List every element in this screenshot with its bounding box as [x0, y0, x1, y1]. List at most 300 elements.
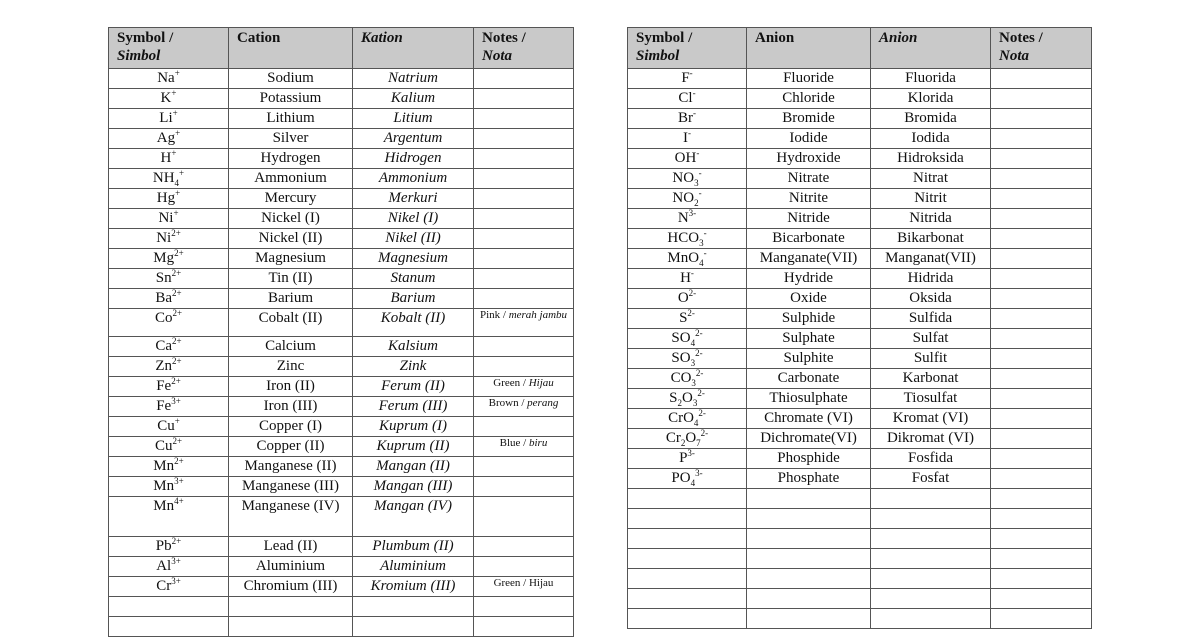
notes-cell [991, 89, 1092, 109]
symbol-part: 3- [695, 468, 703, 478]
symbol-part: 3 [694, 178, 699, 188]
symbol-part: Pb [155, 538, 172, 554]
symbol-part: Fe [156, 398, 172, 414]
malay-name-cell: Kalium [353, 89, 474, 109]
symbol-part: 2+ [174, 248, 184, 258]
symbol-part: MnO [667, 250, 700, 266]
name-cell [747, 489, 871, 509]
header-kation: Kation [353, 28, 474, 69]
name-cell: Chloride [747, 89, 871, 109]
symbol-cell [628, 489, 747, 509]
name-cell [747, 529, 871, 549]
symbol-part: 4 [690, 338, 696, 348]
symbol-cell [109, 577, 229, 597]
name-cell: Phosphate [747, 469, 871, 489]
name-cell: Iron (II) [229, 377, 353, 397]
table-row [628, 189, 1092, 209]
symbol-cell [109, 149, 229, 169]
name-cell: Dichromate(VI) [747, 429, 871, 449]
malay-name-cell: Ferum (II) [353, 377, 474, 397]
malay-name-cell: Iodida [871, 129, 991, 149]
symbol-part: 2- [695, 368, 704, 378]
symbol-part: Mn [153, 458, 175, 474]
malay-name-cell [353, 597, 474, 617]
table-row [628, 609, 1092, 629]
symbol-part: O [677, 290, 689, 306]
malay-name-cell: Nitrida [871, 209, 991, 229]
symbol-cell [628, 349, 747, 369]
notes-cell [991, 249, 1092, 269]
malay-name-cell: Kromium (III) [353, 577, 474, 597]
name-cell: Cobalt (II) [229, 309, 353, 337]
symbol-cell [628, 329, 747, 349]
name-cell: Nickel (II) [229, 229, 353, 249]
symbol-part: Hg [156, 190, 176, 206]
notes-cell [991, 209, 1092, 229]
table-row [628, 129, 1092, 149]
malay-name-cell: Tiosulfat [871, 389, 991, 409]
table-row [628, 549, 1092, 569]
name-cell: Aluminium [229, 557, 353, 577]
name-cell: Potassium [229, 89, 353, 109]
symbol-part: 3+ [174, 476, 184, 486]
symbol-cell [628, 409, 747, 429]
name-cell [747, 569, 871, 589]
symbol-part: 2+ [171, 376, 181, 386]
name-cell: Magnesium [229, 249, 353, 269]
malay-name-cell: Litium [353, 109, 474, 129]
malay-name-cell: Natrium [353, 69, 474, 89]
header-row [628, 28, 1092, 69]
name-cell: Hydroxide [747, 149, 871, 169]
table-row [109, 357, 574, 377]
symbol-part: S [669, 390, 678, 406]
symbol-part: 4 [690, 478, 696, 488]
malay-name-cell [871, 509, 991, 529]
note-text: Green / Hijau [493, 577, 554, 589]
symbol-part: + [173, 208, 179, 218]
symbol-cell [109, 337, 229, 357]
symbol-cell [628, 69, 747, 89]
notes-cell [991, 529, 1092, 549]
notes-cell [474, 109, 574, 129]
symbol-part: + [171, 88, 177, 98]
symbol-cell [109, 457, 229, 477]
notes-cell [991, 329, 1092, 349]
symbol-cell [109, 89, 229, 109]
symbol-part: 3- [688, 208, 697, 218]
notes-cell [991, 309, 1092, 329]
malay-name-cell: Nitrat [871, 169, 991, 189]
symbol-cell [628, 229, 747, 249]
name-cell: Lead (II) [229, 537, 353, 557]
malay-name-cell: Barium [353, 289, 474, 309]
table-row [109, 337, 574, 357]
symbol-cell [628, 449, 747, 469]
symbol-part: 2- [688, 288, 697, 298]
name-cell [747, 589, 871, 609]
name-cell [229, 617, 353, 637]
table-row [109, 457, 574, 477]
notes-cell [474, 89, 574, 109]
symbol-part: 4 [699, 258, 704, 268]
symbol-part: 2+ [172, 356, 182, 366]
symbol-cell [628, 89, 747, 109]
symbol-cell [109, 289, 229, 309]
table-row [109, 437, 574, 457]
name-cell: Bromide [747, 109, 871, 129]
symbol-part: Na [157, 70, 175, 86]
symbol-part: H [680, 270, 691, 286]
notes-cell [474, 69, 574, 89]
symbol-part: 3+ [171, 396, 181, 406]
symbol-part: SO [671, 350, 691, 366]
malay-name-cell: Bikarbonat [871, 229, 991, 249]
symbol-cell [628, 529, 747, 549]
symbol-part: 3 [699, 238, 704, 248]
malay-name-cell [871, 569, 991, 589]
table-row [109, 577, 574, 597]
symbol-cell [628, 109, 747, 129]
notes-cell [991, 169, 1092, 189]
name-cell: Lithium [229, 109, 353, 129]
header-anion-malay: Anion [871, 28, 991, 69]
symbol-part: Cu [154, 438, 173, 454]
table-row [109, 597, 574, 617]
symbol-cell [628, 169, 747, 189]
notes-cell [991, 189, 1092, 209]
notes-cell [474, 169, 574, 189]
table-row [628, 449, 1092, 469]
symbol-part: + [174, 416, 180, 426]
notes-cell [991, 289, 1092, 309]
table-row [628, 489, 1092, 509]
symbol-cell [628, 269, 747, 289]
malay-name-cell: Hidroksida [871, 149, 991, 169]
table-row [628, 569, 1092, 589]
malay-name-cell: Zink [353, 357, 474, 377]
symbol-part: 2- [700, 428, 709, 438]
malay-name-cell [871, 609, 991, 629]
table-row [628, 469, 1092, 489]
notes-cell [991, 509, 1092, 529]
symbol-cell [628, 469, 747, 489]
symbol-cell [109, 309, 229, 337]
symbol-cell [628, 149, 747, 169]
symbol-part: 3+ [171, 576, 181, 586]
symbol-cell [109, 229, 229, 249]
name-cell: Zinc [229, 357, 353, 377]
name-cell: Hydrogen [229, 149, 353, 169]
name-cell: Silver [229, 129, 353, 149]
symbol-part: 2 [694, 198, 699, 208]
symbol-part: 2- [695, 348, 703, 358]
notes-cell [474, 249, 574, 269]
symbol-part: 2- [695, 328, 703, 338]
anion-table [627, 27, 1092, 629]
symbol-part: CO [670, 370, 692, 386]
note-text: Pink / [479, 309, 509, 321]
name-cell: Nitride [747, 209, 871, 229]
header-notes: Notes / Nota [991, 28, 1092, 69]
notes-cell [474, 229, 574, 249]
symbol-part: 2+ [171, 228, 181, 238]
notes-cell [474, 209, 574, 229]
notes-cell [991, 429, 1092, 449]
name-cell: Bicarbonate [747, 229, 871, 249]
symbol-part: 4 [693, 418, 699, 428]
table-row [109, 497, 574, 537]
notes-cell [474, 189, 574, 209]
symbol-part: 2+ [171, 536, 182, 546]
name-cell: Sulphide [747, 309, 871, 329]
header-notes: Notes / Nota [474, 28, 574, 69]
notes-cell [991, 489, 1092, 509]
symbol-cell [628, 249, 747, 269]
table-row [109, 89, 574, 109]
table-row [628, 409, 1092, 429]
symbol-cell [628, 569, 747, 589]
table-row [628, 289, 1092, 309]
symbol-part: - [698, 168, 702, 178]
symbol-part: Mn [153, 478, 175, 494]
malay-name-cell: Mangan (II) [353, 457, 474, 477]
notes-cell [474, 149, 574, 169]
notes-cell [474, 417, 574, 437]
table-row [628, 309, 1092, 329]
symbol-part: Ag [156, 130, 176, 146]
table-row [628, 369, 1092, 389]
symbol-cell [628, 369, 747, 389]
table-row [628, 589, 1092, 609]
table-row [109, 229, 574, 249]
symbol-part: + [172, 108, 178, 118]
symbol-part: Ca [155, 338, 173, 354]
malay-name-cell [871, 489, 991, 509]
notes-cell [991, 269, 1092, 289]
symbol-cell [628, 209, 747, 229]
header-row [109, 28, 574, 69]
table-row [109, 309, 574, 337]
notes-cell [474, 457, 574, 477]
symbol-part: 2- [687, 308, 695, 318]
note-text-malay: perang [527, 397, 559, 409]
table-row [628, 229, 1092, 249]
notes-cell [991, 369, 1092, 389]
name-cell: Phosphide [747, 449, 871, 469]
name-cell: Manganate(VII) [747, 249, 871, 269]
header-symbol: Symbol / Simbol [109, 28, 229, 69]
symbol-part: - [698, 188, 702, 198]
malay-name-cell: Sulfit [871, 349, 991, 369]
name-cell: Chromate (VI) [747, 409, 871, 429]
symbol-part: O [685, 430, 697, 446]
notes-cell [991, 129, 1092, 149]
notes-cell [474, 397, 574, 417]
symbol-part: Br [678, 110, 693, 126]
notes-cell [474, 477, 574, 497]
notes-cell [474, 289, 574, 309]
symbol-part: N [677, 210, 689, 226]
symbol-part: + [171, 148, 177, 158]
table-row [628, 389, 1092, 409]
symbol-part: H [160, 150, 172, 166]
symbol-part: - [689, 68, 693, 78]
symbol-part: OH [674, 150, 697, 166]
notes-cell [474, 337, 574, 357]
notes-cell [991, 389, 1092, 409]
notes-cell [474, 309, 574, 337]
symbol-part: K [160, 90, 172, 106]
symbol-part: - [690, 268, 694, 278]
symbol-part: - [692, 88, 696, 98]
name-cell: Nitrate [747, 169, 871, 189]
symbol-part: 3+ [171, 556, 181, 566]
symbol-part: 2+ [172, 336, 182, 346]
malay-name-cell: Hidrogen [353, 149, 474, 169]
name-cell: Carbonate [747, 369, 871, 389]
symbol-part: F [681, 70, 690, 86]
name-cell [747, 609, 871, 629]
table-row [109, 269, 574, 289]
symbol-part: 2+ [172, 436, 183, 446]
symbol-part: Sn [155, 270, 172, 286]
notes-cell [474, 377, 574, 397]
table-row [628, 69, 1092, 89]
symbol-cell [109, 397, 229, 417]
table-row [628, 149, 1092, 169]
notes-cell [991, 109, 1092, 129]
symbol-part: PO [671, 470, 691, 486]
symbol-part: Co [154, 310, 173, 326]
notes-cell [474, 617, 574, 637]
malay-name-cell: Fosfat [871, 469, 991, 489]
name-cell: Nickel (I) [229, 209, 353, 229]
symbol-part: - [703, 228, 707, 238]
symbol-cell [109, 377, 229, 397]
notes-cell [991, 409, 1092, 429]
symbol-part: 2+ [172, 288, 182, 298]
table-row [109, 249, 574, 269]
table-row [109, 209, 574, 229]
notes-cell [474, 357, 574, 377]
symbol-cell [109, 169, 229, 189]
symbol-part: Ba [155, 290, 173, 306]
symbol-cell [109, 269, 229, 289]
symbol-cell [628, 129, 747, 149]
malay-name-cell: Bromida [871, 109, 991, 129]
name-cell: Barium [229, 289, 353, 309]
symbol-cell [628, 289, 747, 309]
table-row [109, 109, 574, 129]
table-row [109, 169, 574, 189]
table-row [109, 189, 574, 209]
symbol-part: Cr [665, 430, 681, 446]
symbol-part: 4+ [174, 496, 184, 506]
table-row [628, 89, 1092, 109]
header-symbol: Symbol / Simbol [628, 28, 747, 69]
symbol-part: Li [159, 110, 173, 126]
note-text: Brown / [488, 397, 528, 409]
malay-name-cell: Nitrit [871, 189, 991, 209]
symbol-part: O [682, 390, 693, 406]
malay-name-cell: Argentum [353, 129, 474, 149]
symbol-part: - [693, 108, 696, 118]
symbol-part: + [179, 168, 185, 178]
symbol-part: I [683, 130, 688, 146]
symbol-part: NO [672, 190, 695, 206]
symbol-cell [109, 497, 229, 537]
symbol-cell [109, 537, 229, 557]
symbol-part: Mg [153, 250, 175, 266]
malay-name-cell: Karbonat [871, 369, 991, 389]
note-text: Blue / [499, 437, 529, 449]
malay-name-cell [353, 617, 474, 637]
symbol-cell [628, 609, 747, 629]
table-row [109, 129, 574, 149]
notes-cell [991, 69, 1092, 89]
notes-cell [991, 609, 1092, 629]
table-row [628, 349, 1092, 369]
symbol-cell [109, 597, 229, 617]
symbol-part: 3- [687, 448, 695, 458]
name-cell: Ammonium [229, 169, 353, 189]
symbol-part: 3 [691, 378, 696, 388]
notes-cell [991, 449, 1092, 469]
name-cell: Tin (II) [229, 269, 353, 289]
symbol-cell [109, 557, 229, 577]
name-cell: Copper (II) [229, 437, 353, 457]
symbol-cell [628, 309, 747, 329]
malay-name-cell: Ammonium [353, 169, 474, 189]
malay-name-cell: Nikel (I) [353, 209, 474, 229]
name-cell [229, 597, 353, 617]
notes-cell [991, 549, 1092, 569]
name-cell: Manganese (IV) [229, 497, 353, 537]
table-row [109, 149, 574, 169]
symbol-part: SO [671, 330, 691, 346]
symbol-part: + [175, 128, 181, 138]
table-row [109, 537, 574, 557]
symbol-part: Ni [158, 210, 174, 226]
symbol-part: Fe [156, 378, 172, 394]
symbol-part: S [679, 310, 688, 326]
name-cell: Hydride [747, 269, 871, 289]
malay-name-cell: Plumbum (II) [353, 537, 474, 557]
symbol-part: + [174, 68, 180, 78]
symbol-cell [109, 477, 229, 497]
malay-name-cell [871, 549, 991, 569]
table-row [628, 329, 1092, 349]
symbol-part: NH [152, 170, 175, 186]
symbol-cell [109, 69, 229, 89]
table-row [109, 617, 574, 637]
symbol-cell [109, 209, 229, 229]
symbol-part: 2- [697, 388, 705, 398]
malay-name-cell: Oksida [871, 289, 991, 309]
notes-cell [474, 129, 574, 149]
name-cell [747, 509, 871, 529]
name-cell [747, 549, 871, 569]
symbol-cell [628, 389, 747, 409]
table-row [628, 509, 1092, 529]
symbol-cell [109, 437, 229, 457]
name-cell: Fluoride [747, 69, 871, 89]
malay-name-cell: Magnesium [353, 249, 474, 269]
note-text-malay: Hijau [528, 377, 554, 389]
symbol-part: 2+ [171, 268, 182, 278]
name-cell: Iron (III) [229, 397, 353, 417]
